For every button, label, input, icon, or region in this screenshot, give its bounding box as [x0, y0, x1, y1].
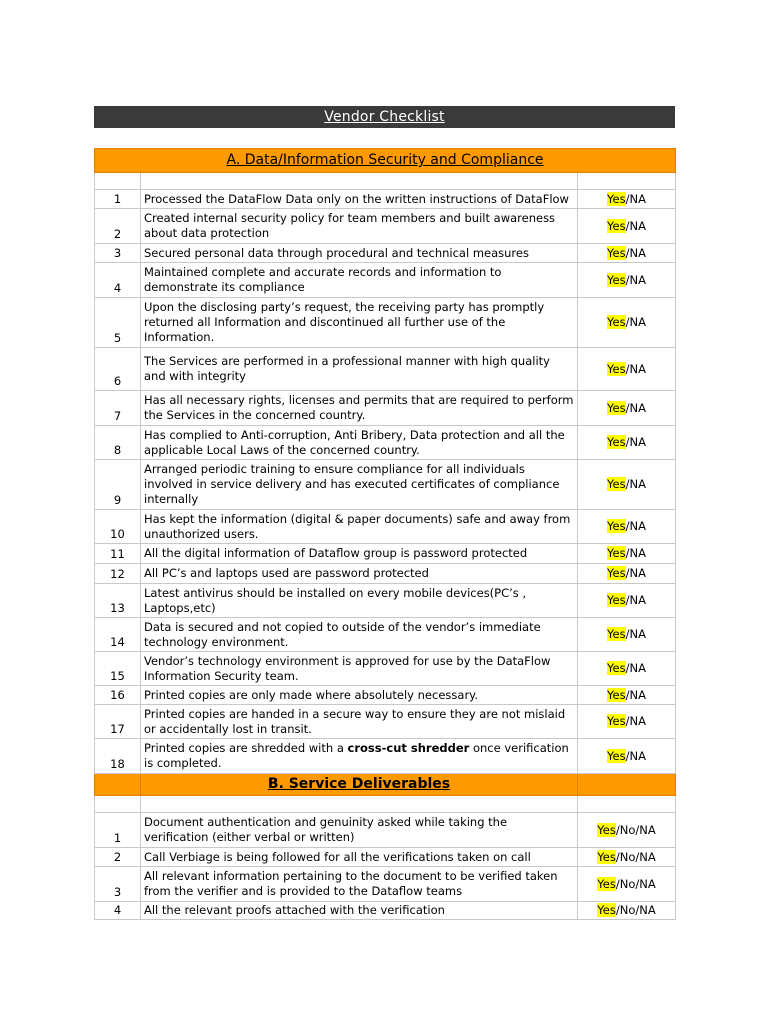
table-row	[95, 564, 676, 584]
row-answer	[578, 902, 676, 920]
answer-yes: Yes	[607, 519, 626, 533]
row-answer	[578, 391, 676, 426]
row-text: The Services are performed in a professional manner with high quality and with integrity	[141, 348, 578, 391]
answer-options: /NA	[625, 593, 646, 607]
row-number: 1	[95, 813, 141, 848]
bold-phrase: cross-cut shredder	[347, 741, 470, 755]
row-answer	[578, 426, 676, 460]
row-text: Has complied to Anti-corruption, Anti Bribery, Data protection and all the applicable Local Laws of the concerned country.	[141, 426, 578, 460]
table-row	[95, 544, 676, 564]
row-number: 12	[95, 564, 141, 584]
row-text: Printed copies are shredded with a cross-cut shredder once verification is completed.	[141, 739, 578, 774]
row-text: Latest antivirus should be installed on every mobile devices(PC’s , Laptops,etc)	[141, 584, 578, 618]
row-number: 4	[95, 902, 141, 920]
row-text: Processed the DataFlow Data only on the written instructions of DataFlow	[141, 190, 578, 209]
table-row	[95, 618, 676, 652]
answer-yes: Yes	[607, 477, 626, 491]
row-text: Document authentication and genuinity asked while taking the verification (either verbal or written)	[141, 813, 578, 848]
answer-options: /No/NA	[615, 876, 656, 891]
answer-options: /No/NA	[615, 903, 656, 917]
row-number: 10	[95, 510, 141, 544]
section-a-rows	[95, 190, 676, 739]
row-text: Data is secured and not copied to outside of the vendor’s immediate technology environment.	[141, 618, 578, 652]
row-number: 8	[95, 426, 141, 460]
blank-row	[95, 796, 676, 813]
row-number: 3	[95, 867, 141, 902]
row-text: Has kept the information (digital & paper documents) safe and away from unauthorized users.	[141, 510, 578, 544]
answer-yes: Yes	[607, 191, 626, 206]
answer-yes: Yes	[597, 822, 616, 837]
row-answer	[578, 584, 676, 618]
answer-options: /NA	[625, 477, 646, 491]
row-number: 6	[95, 348, 141, 391]
answer-yes: Yes	[597, 849, 616, 864]
row-text: Printed copies are handed in a secure way to ensure they are not mislaid or accidentally lost in transit.	[141, 705, 578, 739]
row-number: 5	[95, 298, 141, 348]
answer-options: /NA	[625, 687, 646, 702]
row-answer	[578, 867, 676, 902]
table-row	[95, 209, 676, 244]
table-row	[95, 867, 676, 902]
answer-yes: Yes	[607, 627, 626, 641]
answer-options: /NA	[625, 519, 646, 533]
row-text: Upon the disclosing party’s request, the receiving party has promptly returned all Information and discontinued all further use of the Information.	[141, 298, 578, 348]
answer-yes: Yes	[607, 546, 626, 560]
table-row	[95, 510, 676, 544]
table-row	[95, 686, 676, 705]
table-row	[95, 652, 676, 686]
answer-yes: Yes	[607, 400, 626, 415]
answer-yes: Yes	[607, 714, 626, 728]
table-row	[95, 348, 676, 391]
row-answer	[578, 510, 676, 544]
answer-options: /NA	[625, 245, 646, 260]
answer-options: /NA	[625, 361, 646, 376]
row-text: Created internal security policy for team members and built awareness about data protection	[141, 209, 578, 244]
row-text: All the relevant proofs attached with the verification	[141, 902, 578, 920]
answer-yes: Yes	[597, 903, 616, 917]
row-number: 11	[95, 544, 141, 564]
row-text: Secured personal data through procedural and technical measures	[141, 244, 578, 263]
row-answer	[578, 298, 676, 348]
answer-yes: Yes	[607, 593, 626, 607]
row-number: 7	[95, 391, 141, 426]
row-text: All the digital information of Dataflow group is password protected	[141, 544, 578, 564]
row-answer	[578, 618, 676, 652]
table-row	[95, 813, 676, 848]
table-row	[95, 848, 676, 867]
row-answer: Yes/NA	[578, 739, 676, 774]
row-number: 9	[95, 460, 141, 510]
section-b-header-row	[95, 774, 676, 796]
row-answer	[578, 564, 676, 584]
blank-row	[95, 173, 676, 190]
table-row	[95, 584, 676, 618]
answer-yes: Yes	[607, 435, 626, 449]
table-row	[95, 244, 676, 263]
row-answer	[578, 848, 676, 867]
answer-yes: Yes	[607, 661, 626, 675]
row-number: 2	[95, 209, 141, 244]
table-row	[95, 902, 676, 920]
table-row	[95, 460, 676, 510]
row-number: 15	[95, 652, 141, 686]
answer-options: /NA	[625, 272, 646, 287]
answer-options: /NA	[625, 714, 646, 728]
row-answer	[578, 544, 676, 564]
answer-yes: Yes	[607, 218, 626, 233]
row-number: 2	[95, 848, 141, 867]
row-number: 1	[95, 190, 141, 209]
answer-options: /No/NA	[615, 822, 656, 837]
answer-options: /NA	[625, 191, 646, 206]
table-row	[95, 705, 676, 739]
section-a-table	[94, 148, 676, 920]
row-text: Printed copies are only made where absolutely necessary.	[141, 686, 578, 705]
document-title: Vendor Checklist	[324, 109, 445, 125]
row-text: All PC’s and laptops used are password protected	[141, 564, 578, 584]
row-answer	[578, 460, 676, 510]
answer-yes: Yes	[607, 245, 626, 260]
table-row	[95, 391, 676, 426]
answer-options: /NA	[625, 546, 646, 560]
section-a	[94, 148, 675, 920]
row-number: 4	[95, 263, 141, 298]
row-answer	[578, 652, 676, 686]
row-answer	[578, 813, 676, 848]
row-number: 13	[95, 584, 141, 618]
row-number: 18	[95, 739, 141, 774]
table-row	[95, 298, 676, 348]
row-answer	[578, 263, 676, 298]
row-text: Vendor’s technology environment is approved for use by the DataFlow Information Security team.	[141, 652, 578, 686]
answer-yes: Yes	[607, 687, 626, 702]
answer-options: /NA	[625, 218, 646, 233]
row-text: All relevant information pertaining to the document to be verified taken from the verifier and is provided to the Dataflow teams	[141, 867, 578, 902]
answer-options: /NA	[625, 566, 646, 580]
row-answer	[578, 686, 676, 705]
answer-options: /No/NA	[615, 849, 656, 864]
answer-options: /NA	[625, 400, 646, 415]
table-row	[95, 263, 676, 298]
section-b-rows	[95, 813, 676, 920]
section-b-heading: B. Service Deliverables	[141, 774, 578, 796]
row-answer	[578, 190, 676, 209]
row-text: Has all necessary rights, licenses and permits that are required to perform the Services in the concerned country.	[141, 391, 578, 426]
row-number: 3	[95, 244, 141, 263]
row-text: Call Verbiage is being followed for all the verifications taken on call	[141, 848, 578, 867]
answer-yes: Yes	[607, 272, 626, 287]
table-row	[95, 426, 676, 460]
answer-options: /NA	[625, 315, 646, 329]
answer-options: /NA	[625, 661, 646, 675]
answer-yes: Yes	[607, 361, 626, 376]
table-row	[95, 190, 676, 209]
row-answer	[578, 209, 676, 244]
row-number: 14	[95, 618, 141, 652]
answer-yes: Yes	[607, 315, 626, 329]
row-answer	[578, 705, 676, 739]
row-answer	[578, 348, 676, 391]
answer-yes: Yes	[607, 566, 626, 580]
row-number: 16	[95, 686, 141, 705]
answer-options: /NA	[625, 627, 646, 641]
table-row	[95, 739, 676, 774]
row-answer	[578, 244, 676, 263]
answer-options: /NA	[625, 435, 646, 449]
row-text: Arranged periodic training to ensure compliance for all individuals involved in service delivery and has executed certificates of compliance internally	[141, 460, 578, 510]
section-a-header-row	[95, 149, 676, 173]
answer-yes: Yes	[597, 876, 616, 891]
title-bar	[94, 106, 675, 128]
row-number: 17	[95, 705, 141, 739]
section-a-heading: A. Data/Information Security and Compliance	[95, 149, 676, 173]
row-text: Maintained complete and accurate records and information to demonstrate its compliance	[141, 263, 578, 298]
